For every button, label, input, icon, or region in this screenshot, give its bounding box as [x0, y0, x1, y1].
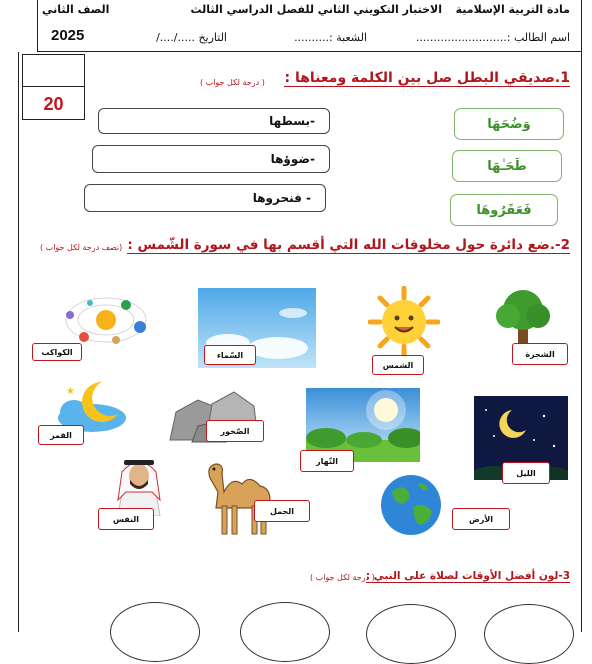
answer-circle-2[interactable]	[240, 602, 330, 662]
label-tree[interactable]: الشجرة	[512, 343, 568, 365]
meaning-box-3[interactable]	[450, 194, 558, 226]
earth-image[interactable]	[378, 472, 444, 538]
answer-circle-4[interactable]	[484, 604, 574, 664]
exam-title: الاختبار التكويني الثاني للفصل الدراسي الثالث	[190, 3, 442, 16]
label-night[interactable]: الليل	[502, 462, 550, 484]
label-earth[interactable]: الأرض	[452, 508, 510, 530]
meaning-box-1[interactable]	[454, 108, 564, 140]
meaning-3: فَعَقَرُوهَا	[476, 202, 532, 218]
subject-label: مادة التربية الإسلامية	[455, 3, 570, 16]
answer-circle-1[interactable]	[110, 602, 200, 662]
word-box-2[interactable]	[92, 145, 330, 173]
sun-image[interactable]	[368, 286, 440, 358]
section-field[interactable]: الشعبة :..........	[294, 31, 367, 44]
label-sun[interactable]: الشمس	[372, 355, 424, 375]
date-field[interactable]: التاريخ ...../..../	[156, 31, 227, 44]
q2-note: (نصف درجة لكل جواب )	[40, 243, 123, 252]
grade-label: الصف الثاني	[42, 3, 110, 16]
word-1: -بسطها	[269, 114, 315, 128]
meaning-box-2[interactable]	[452, 150, 562, 182]
meaning-1: وَضُحَهَا	[487, 116, 531, 132]
word-box-3[interactable]	[84, 184, 326, 212]
person-image[interactable]	[108, 452, 170, 516]
score-divider	[22, 86, 85, 87]
total-score: 20	[43, 94, 64, 114]
q3-title: 3-لون أفضل الأوقات لصلاة على النبي :	[365, 570, 570, 582]
label-soul[interactable]: النفس	[98, 508, 154, 530]
q1-title: 1.صديقي البطل صل بين الكلمة ومعناها :	[284, 70, 570, 86]
label-rocks[interactable]: الصّخور	[206, 420, 264, 442]
q3-note: ( درجة لكل جواب )	[310, 573, 375, 582]
label-day[interactable]: النّهار	[300, 450, 354, 472]
q1-note: ( درجة لكل جواب )	[200, 78, 265, 87]
label-camel[interactable]: الجمل	[254, 500, 310, 522]
q2-title: 2-.ضع دائرة حول مخلوقات الله التي أقسم بها في سورة الشّمس :	[127, 237, 570, 253]
meaning-2: طَحَـٰهَا	[487, 158, 527, 174]
label-sky[interactable]: السّماء	[204, 345, 256, 365]
word-2: -ضوؤها	[270, 152, 315, 166]
student-name-field[interactable]: اسم الطالب :..........................	[415, 31, 570, 44]
answer-circle-3[interactable]	[366, 604, 456, 664]
word-box-1[interactable]	[98, 108, 330, 134]
year-label: 2025	[51, 27, 85, 44]
camel-image[interactable]	[196, 456, 286, 538]
word-3: - فنحروها	[252, 191, 311, 205]
svg-text:★: ★	[66, 386, 75, 397]
label-planets[interactable]: الكواكب	[32, 343, 82, 361]
label-moon[interactable]: القمر	[38, 425, 84, 445]
